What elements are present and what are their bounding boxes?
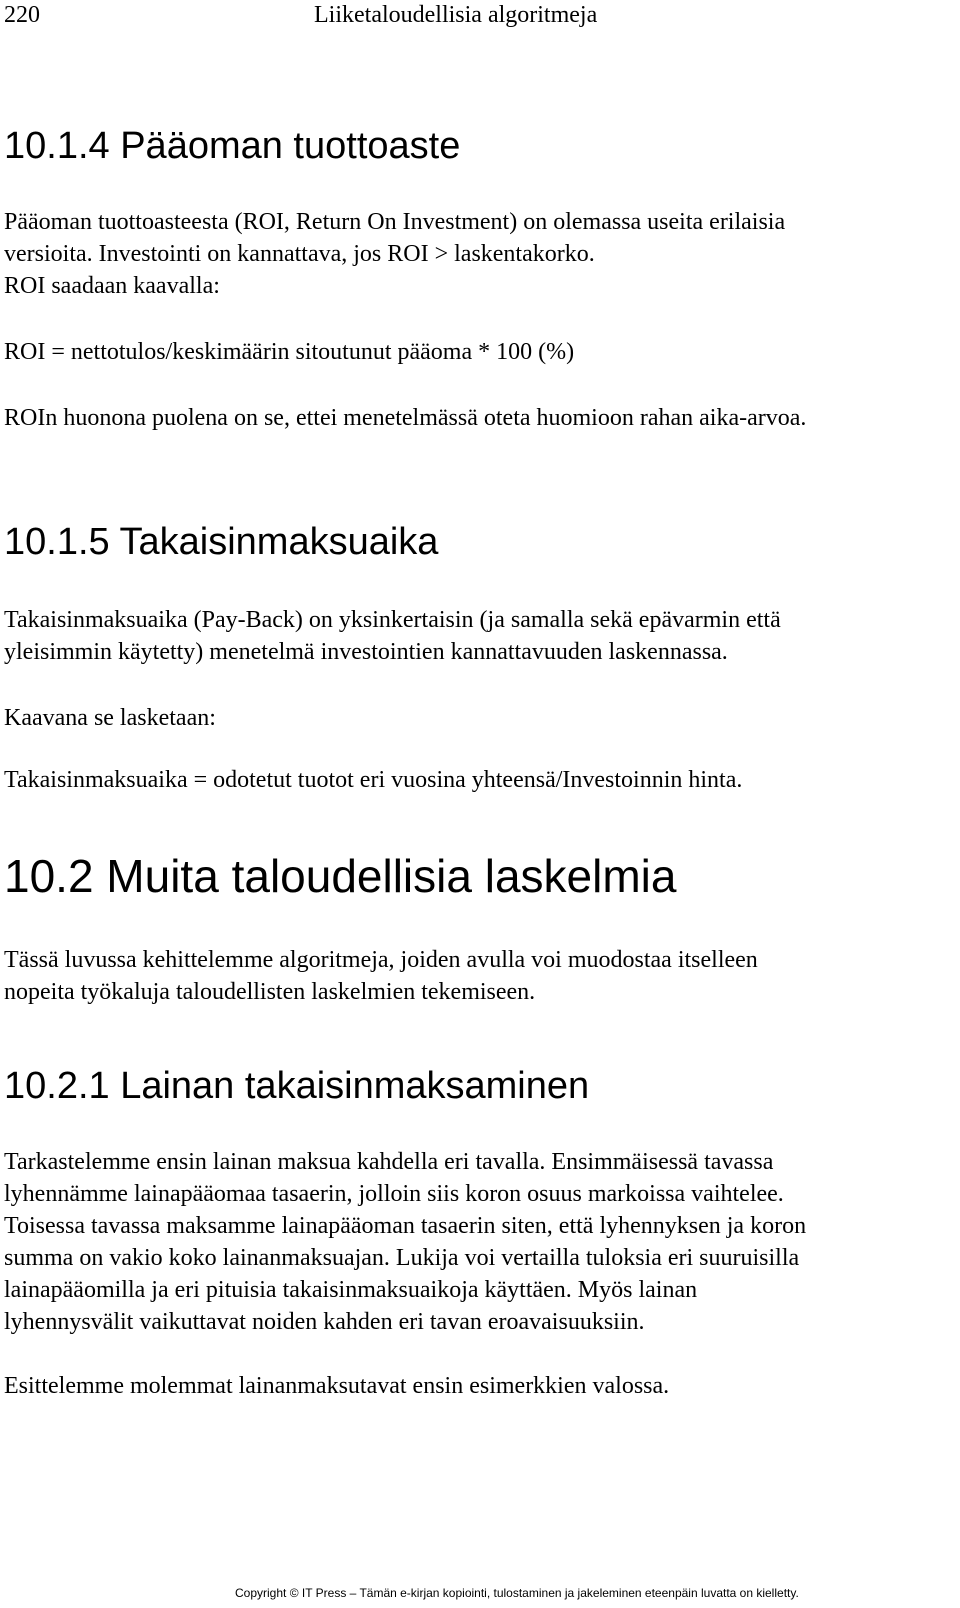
- roi-formula: ROI = nettotulos/keskimäärin sitoutunut pääoma * 100 (%): [4, 339, 575, 365]
- loan-paragraph-line: lyhennämme lainapääomaa tasaerin, jolloin siis koron osuus markoissa vaihtelee.: [4, 1181, 784, 1207]
- roi-paragraph-line: ROI saadaan kaavalla:: [4, 273, 220, 299]
- page-number: 220: [4, 2, 40, 28]
- loan-paragraph-line: Toisessa tavassa maksamme lainapääoman tasaerin siten, että lyhennyksen ja koron: [4, 1213, 807, 1239]
- loan-paragraph-line: lainapääomilla ja eri pituisia takaisinmaksuaikoja käyttäen. Myös lainan: [4, 1277, 698, 1303]
- loan-paragraph-line: lyhennysvälit vaikuttavat noiden kahden eri tavan eroavaisuuksiin.: [4, 1309, 645, 1335]
- other-paragraph-line: nopeita työkaluja taloudellisten laskelmien tekemiseen.: [4, 979, 536, 1005]
- payback-paragraph-line: yleisimmin käytetty) menetelmä investointien kannattavuuden laskennassa.: [4, 639, 728, 665]
- loan-paragraph-line: Tarkastelemme ensin lainan maksua kahdella eri tavalla. Ensimmäisessä tavassa: [4, 1149, 774, 1175]
- roi-paragraph-line: versioita. Investointi on kannattava, jos ROI > laskentakorko.: [4, 241, 595, 267]
- section-heading-other: 10.2 Muita taloudellisia laskelmia: [4, 850, 677, 902]
- section-heading-loan: 10.2.1 Lainan takaisinmaksaminen: [4, 1065, 590, 1107]
- roi-note: ROIn huonona puolena on se, ettei menetelmässä oteta huomioon rahan aika-arvoa.: [4, 405, 807, 431]
- section-heading-roi: 10.1.4 Pääoman tuottoaste: [4, 125, 461, 167]
- section-heading-payback: 10.1.5 Takaisinmaksuaika: [4, 521, 439, 563]
- payback-paragraph: Kaavana se lasketaan:: [4, 705, 216, 731]
- loan-paragraph: Esittelemme molemmat lainanmaksutavat ensin esimerkkien valossa.: [4, 1373, 670, 1399]
- payback-paragraph-line: Takaisinmaksuaika (Pay-Back) on yksinkertaisin (ja samalla sekä epävarmin että: [4, 607, 781, 633]
- roi-paragraph-line: Pääoman tuottoasteesta (ROI, Return On Investment) on olemassa useita erilaisia: [4, 209, 786, 235]
- other-paragraph-line: Tässä luvussa kehittelemme algoritmeja, joiden avulla voi muodostaa itselleen: [4, 947, 758, 973]
- copyright-notice: Copyright © IT Press – Tämän e-kirjan kopiointi, tulostaminen ja jakeleminen eteenpäin luvatta on kielletty.: [235, 1586, 799, 1600]
- loan-paragraph-line: summa on vakio koko lainanmaksuajan. Lukija voi vertailla tuloksia eri suuruisilla: [4, 1245, 800, 1271]
- payback-formula: Takaisinmaksuaika = odotetut tuotot eri vuosina yhteensä/Investoinnin hinta.: [4, 767, 743, 793]
- running-title: Liiketaloudellisia algoritmeja: [314, 2, 598, 28]
